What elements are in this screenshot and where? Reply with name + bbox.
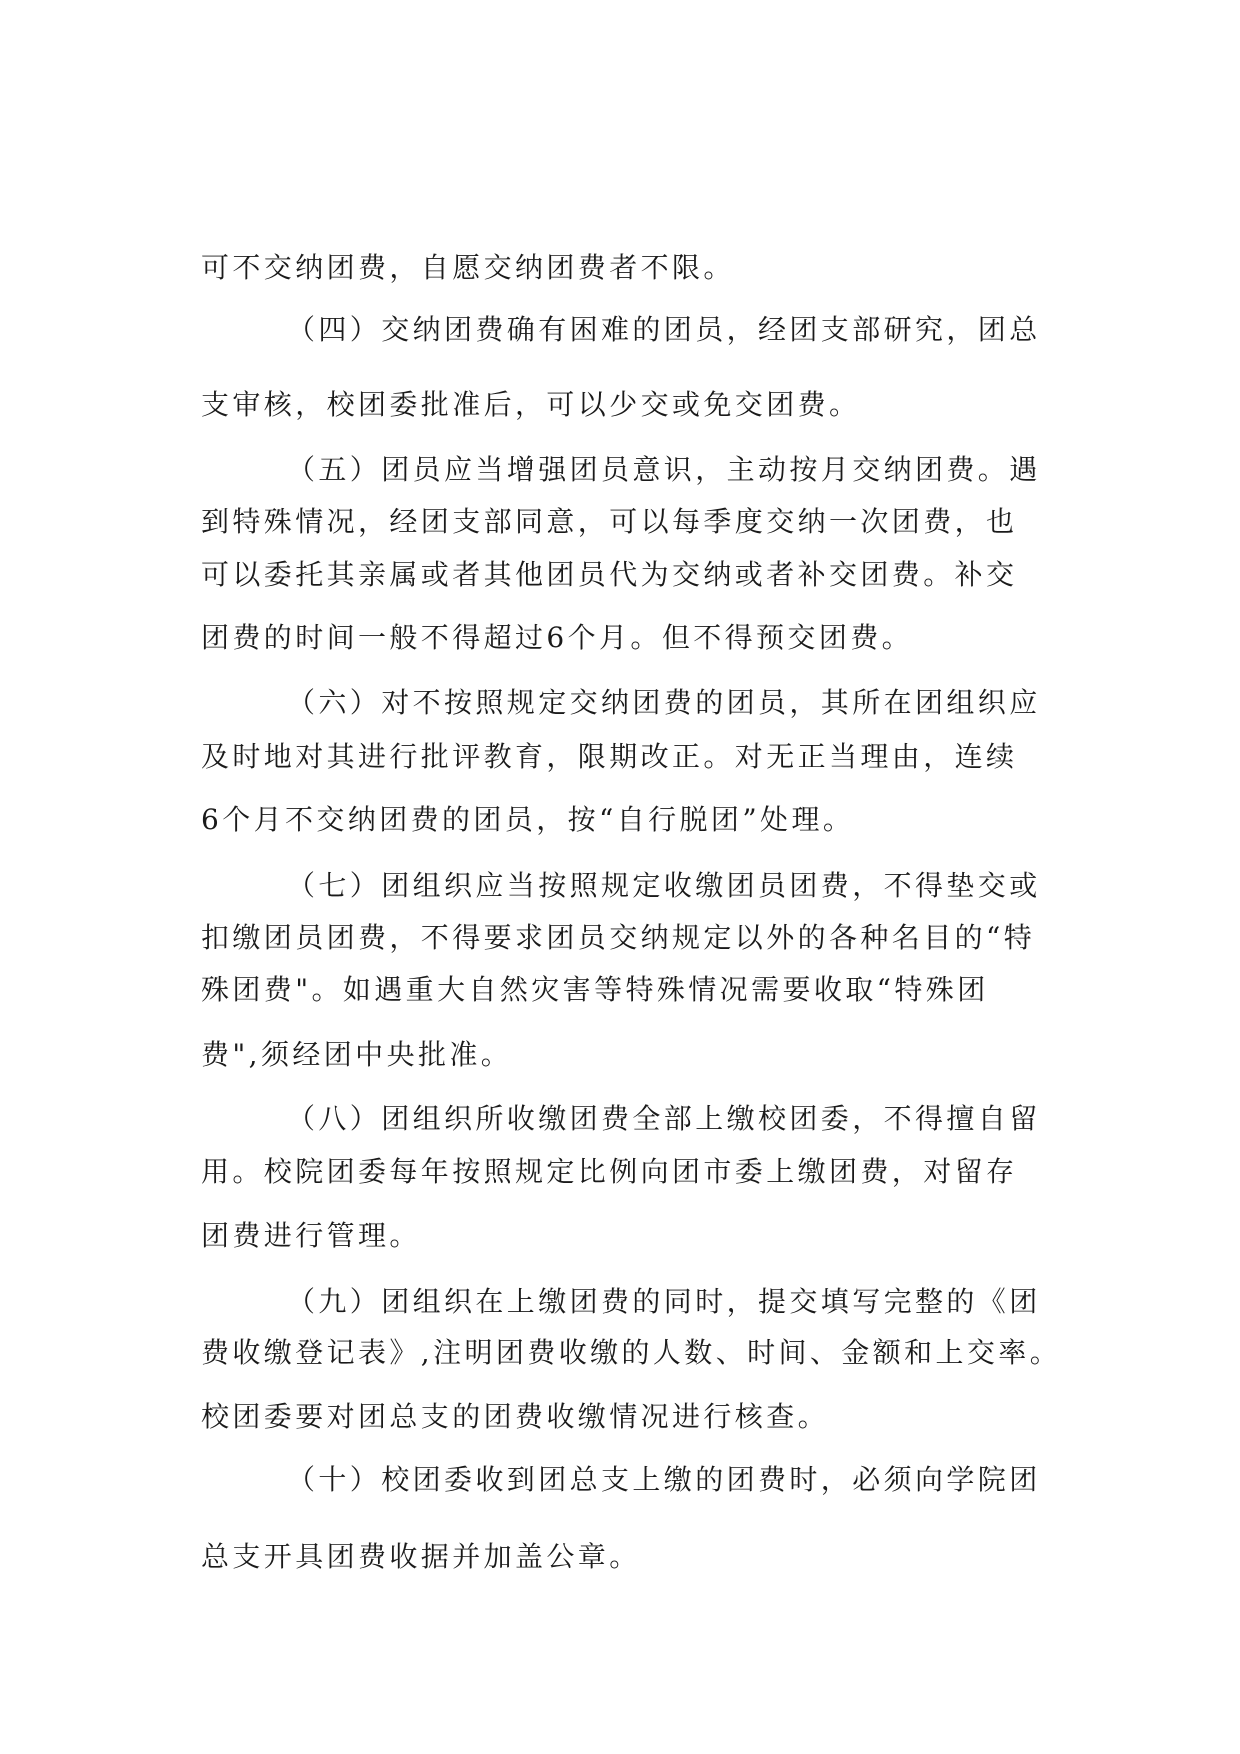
text-line: 及时地对其进行批评教育，限期改正。对无正当理由，连续	[201, 740, 1018, 773]
text-line: 殊团费"。如遇重大自然灾害等特殊情况需要收取“特殊团	[201, 973, 989, 1006]
text-line: 费收缴登记表》,注明团费收缴的人数、时间、金额和上交率。	[201, 1336, 1061, 1369]
text-line: 团费的时间一般不得超过6个月。但不得预交团费。	[201, 621, 914, 654]
paragraph-10: （十）校团委收到团总支上缴的团费时，必须向学院团	[287, 1463, 1041, 1496]
text-line: 校团委要对团总支的团费收缴情况进行核查。	[201, 1400, 830, 1433]
paragraph-5: （五）团员应当增强团员意识，主动按月交纳团费。遇	[287, 453, 1041, 486]
paragraph-7: （七）团组织应当按照规定收缴团员团费，不得垫交或	[287, 869, 1041, 902]
text-line: 支审核，校团委批准后，可以少交或免交团费。	[201, 388, 861, 421]
text-line: 到特殊情况，经团支部同意，可以每季度交纳一次团费，也	[201, 505, 1018, 538]
text-line: 可不交纳团费，自愿交纳团费者不限。	[201, 251, 735, 284]
text-line: 可以委托其亲属或者其他团员代为交纳或者补交团费。补交	[201, 558, 1018, 591]
paragraph-4: （四）交纳团费确有困难的团员，经团支部研究，团总	[287, 313, 1041, 346]
paragraph-6: （六）对不按照规定交纳团费的团员，其所在团组织应	[287, 686, 1041, 719]
text-line: 总支开具团费收据并加盖公章。	[201, 1540, 641, 1573]
text-line: 6个月不交纳团费的团员，按“自行脱团”处理。	[201, 803, 855, 836]
text-line: 扣缴团员团费，不得要求团员交纳规定以外的各种名目的“特	[201, 921, 1036, 954]
text-line: 费",须经团中央批准。	[201, 1038, 513, 1071]
paragraph-8: （八）团组织所收缴团费全部上缴校团委，不得擅自留	[287, 1102, 1041, 1135]
text-line: 用。校院团委每年按照规定比例向团市委上缴团费，对留存	[201, 1155, 1018, 1188]
text-line: 团费进行管理。	[201, 1219, 421, 1252]
paragraph-9: （九）团组织在上缴团费的同时，提交填写完整的《团	[287, 1285, 1041, 1318]
